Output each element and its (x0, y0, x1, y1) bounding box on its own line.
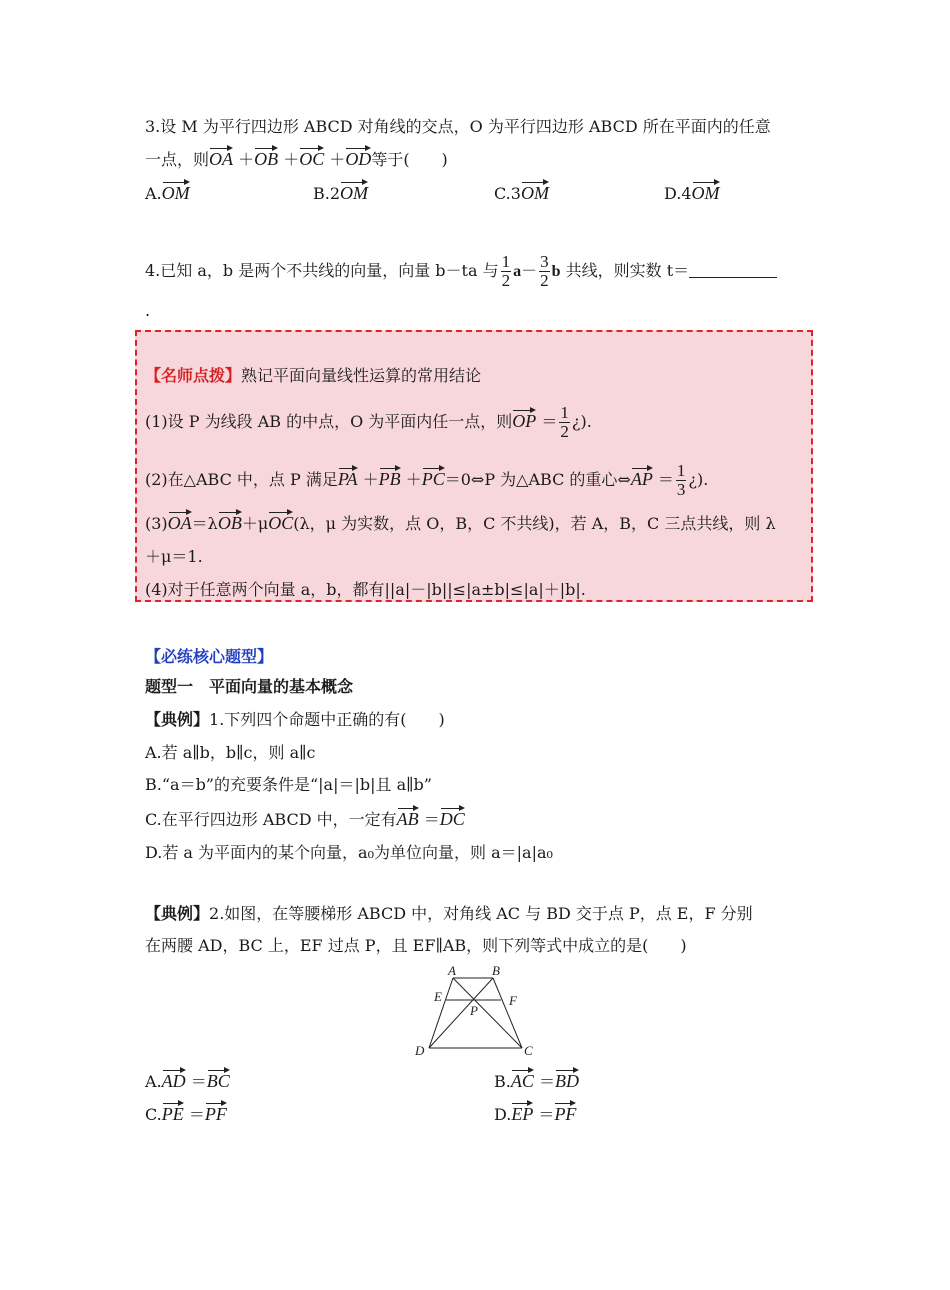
vec-PC: PC (422, 466, 445, 488)
hint-item-3-suffix: (λ，μ 为实数，点 O，B，C 不共线)，若 A，B，C 三点共线，则 λ (293, 514, 776, 533)
hint-title: 【名师点拨】 (145, 366, 242, 385)
hint-item-1-frac: $\frac{1}{2}$ (560, 403, 569, 441)
question-type-1: 题型一 平面向量的基本概念 (145, 677, 354, 696)
hint-item-3: (3)OA＝λOB＋μOC(λ，μ 为实数，点 O，B，C 不共线)，若 A，B，C 三点共线，则 λ (145, 510, 776, 535)
vec-DC: DC (440, 806, 465, 828)
ex2-option-d: D.EP ＝PF (494, 1101, 576, 1125)
answer-blank[interactable] (689, 261, 777, 278)
vec-OC: OC (268, 510, 293, 532)
ex1-option-b: B.“a＝b”的充要条件是“|a|＝|b|且 a∥b” (145, 775, 432, 794)
label-a: A (448, 963, 456, 978)
vec-OC: OC (299, 146, 324, 168)
q4-frac1: $\frac{1}{2}$ (501, 252, 511, 290)
hint-item-2-frac: $\frac{1}{3}$ (676, 461, 686, 499)
vec-OP: OP (512, 408, 536, 430)
label-c: C (524, 1043, 533, 1058)
q4-line: 4.已知 a，b 是两个不共线的向量，向量 b－ta 与 $\frac{1}{2}$ a－ $\frac{3}{2}$ b 共线，则实数 t＝ (145, 253, 777, 290)
q3-option-c: C.3OM (494, 180, 549, 203)
label-f: F (509, 993, 517, 1008)
vec-EP: EP (511, 1101, 533, 1123)
hint-title-text: 熟记平面向量线性运算的常用结论 (241, 366, 482, 385)
vec-OM: OM (340, 180, 368, 202)
vec-OD: OD (345, 146, 371, 168)
ex1-option-c-prefix: C.在平行四边形 ABCD 中，一定有 (145, 810, 397, 829)
q3-option-a: A.OM (145, 180, 190, 203)
vec-BD: BD (555, 1068, 579, 1090)
q4-prefix: 4.已知 a，b 是两个不共线的向量，向量 b－ta 与 (145, 261, 499, 280)
vec-AD: AD (162, 1068, 186, 1090)
vec-OA: OA (209, 146, 233, 168)
vec-PB: PB (379, 466, 401, 488)
vec-AC: AC (511, 1068, 534, 1090)
label-e: E (434, 989, 442, 1004)
q3-line1: 3.设 M 为平行四边形 ABCD 对角线的交点，O 为平行四边形 ABCD 所在平面内的任意 (145, 117, 771, 136)
ex2-option-c: C.PE ＝PF (145, 1101, 227, 1125)
q3-line2-prefix: 一点，则 (145, 150, 210, 169)
hint-item-2-mid: ＝0⇔P 为△ABC 的重心⇔ (444, 470, 631, 489)
q4-suffix: 共线，则实数 t＝ (565, 261, 690, 280)
ex1-stem-text: 1.下列四个命题中正确的有( ) (209, 710, 445, 729)
vec-BC: BC (207, 1068, 230, 1090)
ex2-option-b: B.AC ＝BD (494, 1068, 579, 1092)
ex1-tag: 【典例】 (145, 710, 210, 729)
ex1-option-a: A.若 a∥b，b∥c，则 a∥c (145, 743, 316, 762)
hint-item-1-prefix: (1)设 P 为线段 AB 的中点，O 为平面内任一点，则 (145, 412, 513, 431)
q4-frac2: $\frac{3}{2}$ (540, 252, 549, 290)
hint-item-2-suffix: ¿). (688, 470, 709, 489)
ex2-line2: 在两腰 AD，BC 上，EF 过点 P，且 EF∥AB，则下列等式中成立的是( ) (145, 936, 687, 955)
vec-OB: OB (218, 510, 242, 532)
diagonal-ac (453, 978, 522, 1048)
vec-OB: OB (254, 146, 278, 168)
vec-OM: OM (521, 180, 549, 202)
vec-PE: PE (162, 1101, 184, 1123)
ex2-line1 (145, 903, 753, 925)
ex2-option-a: A.AD ＝BC (145, 1068, 230, 1092)
hint-item-1: (1)设 P 为线段 AB 的中点，O 为平面内任一点，则OP ＝ $\frac{1}{2}$ ¿). (145, 403, 592, 441)
q3-line2: 一点，则OA ＋OB ＋OC ＋OD等于( ) (145, 146, 448, 171)
q3-option-d: D.4OM (664, 180, 720, 203)
label-b: B (492, 963, 500, 978)
hint-item-4: (4)对于任意两个向量 a，b，都有||a|－|b||≤|a±b|≤|a|＋|b|. (145, 580, 586, 599)
vec-PA: PA (338, 466, 358, 488)
hint-title-line (145, 365, 481, 387)
q3-line2-suffix: 等于( ) (371, 150, 448, 169)
vec-PF: PF (205, 1101, 227, 1123)
q3-option-b: B.2OM (313, 180, 368, 203)
hint-item-1-suffix: ¿). (571, 412, 592, 431)
hint-item-2: (2)在△ABC 中，点 P 满足PA ＋PB ＋PC＝0⇔P 为△ABC 的重心⇔AP ＝ $\frac{1}{3}$ ¿). (145, 461, 709, 499)
hint-item-2-prefix: (2)在△ABC 中，点 P 满足 (145, 470, 338, 489)
section-header: 【必练核心题型】 (145, 647, 274, 666)
label-p: P (470, 1003, 478, 1018)
ex2-line1-text: 2.如图，在等腰梯形 ABCD 中，对角线 AC 与 BD 交于点 P，点 E，F 分别 (209, 904, 753, 923)
ex1-stem (145, 709, 445, 731)
vec-OA: OA (168, 510, 192, 532)
q4-dot: . (145, 301, 151, 320)
vec-AB: AB (397, 806, 419, 828)
vec-PF: PF (554, 1101, 576, 1123)
vec-OM: OM (692, 180, 720, 202)
hint-item-3-line2: ＋μ＝1. (145, 547, 203, 566)
trapezoid-figure (405, 962, 550, 1060)
ex1-option-c: C.在平行四边形 ABCD 中，一定有AB ＝DC (145, 806, 465, 831)
edge-bc (493, 978, 522, 1048)
ex1-option-d: D.若 a 为平面内的某个向量，a₀为单位向量，则 a＝|a|a₀ (145, 843, 553, 862)
ex2-tag: 【典例】 (145, 904, 210, 923)
label-d: D (415, 1043, 425, 1058)
vec-OM: OM (162, 180, 190, 202)
vec-AP: AP (631, 466, 653, 488)
